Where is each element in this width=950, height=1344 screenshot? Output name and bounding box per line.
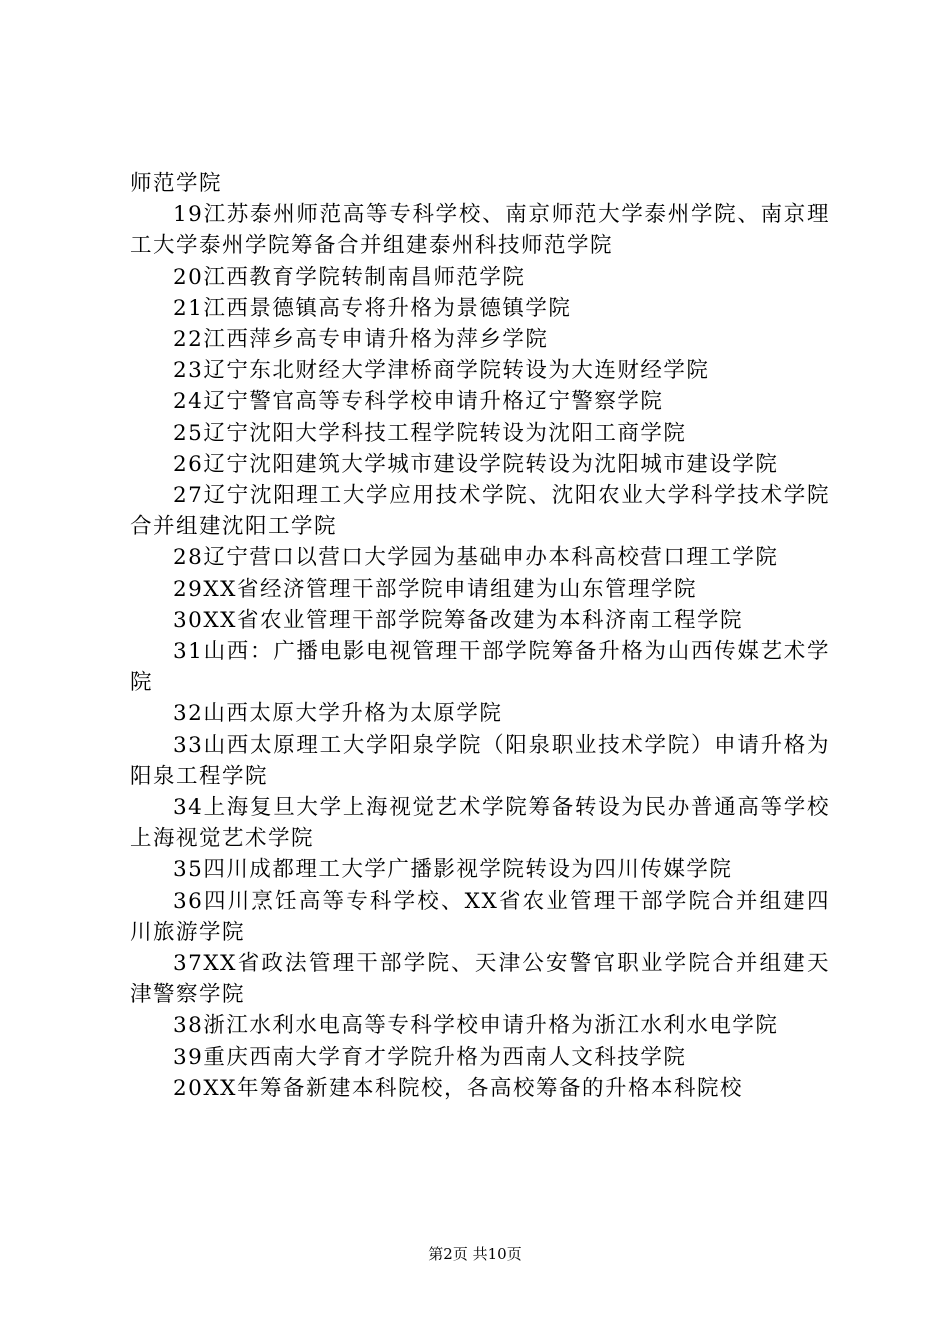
paragraph-37: 37XX省政法管理干部学院、天津公安警官职业学院合并组建天津警察学院 xyxy=(130,951,830,1008)
paragraph-32: 32山西太原大学升格为太原学院 xyxy=(173,701,503,727)
paragraph-21: 21江西景德镇高专将升格为景德镇学院 xyxy=(173,295,572,321)
paragraph-summary: 20XX年筹备新建本科院校，各高校筹备的升格本科院校 xyxy=(173,1075,743,1101)
document-body xyxy=(130,168,830,1104)
paragraph-22: 22江西萍乡高专申请升格为萍乡学院 xyxy=(173,327,549,353)
paragraph-33: 33山西太原理工大学阳泉学院（阳泉职业技术学院）申请升格为阳泉工程学院 xyxy=(130,732,830,789)
paragraph-36: 36四川烹饪高等专科学校、XX省农业管理干部学院合并组建四川旅游学院 xyxy=(130,888,830,945)
paragraph-28: 28辽宁营口以营口大学园为基础申办本科高校营口理工学院 xyxy=(173,545,779,571)
paragraph-34: 34上海复旦大学上海视觉艺术学院筹备转设为民办普通高等学校上海视觉艺术学院 xyxy=(130,795,830,852)
paragraph-35: 35四川成都理工大学广播影视学院转设为四川传媒学院 xyxy=(173,857,733,883)
paragraph-29: 29XX省经济管理干部学院申请组建为山东管理学院 xyxy=(173,576,697,602)
paragraph-25: 25辽宁沈阳大学科技工程学院转设为沈阳工商学院 xyxy=(173,420,687,446)
page-number-footer: 第2页 共10页 xyxy=(428,1245,522,1263)
paragraph-19: 19江苏泰州师范高等专科学校、南京师范大学泰州学院、南京理工大学泰州学院筹备合并组建泰州科技师范学院 xyxy=(130,202,830,259)
paragraph-23: 23辽宁东北财经大学津桥商学院转设为大连财经学院 xyxy=(173,358,710,384)
paragraph-26: 26辽宁沈阳建筑大学城市建设学院转设为沈阳城市建设学院 xyxy=(173,451,779,477)
paragraph-39: 39重庆西南大学育才学院升格为西南人文科技学院 xyxy=(173,1044,687,1070)
paragraph-24: 24辽宁警官高等专科学校申请升格辽宁警察学院 xyxy=(173,389,664,415)
paragraph-20: 20江西教育学院转制南昌师范学院 xyxy=(173,264,526,290)
paragraph-31: 31山西：广播电影电视管理干部学院筹备升格为山西传媒艺术学院 xyxy=(130,639,830,696)
paragraph-30: 30XX省农业管理干部学院筹备改建为本科济南工程学院 xyxy=(173,607,743,633)
paragraph-38: 38浙江水利水电高等专科学校申请升格为浙江水利水电学院 xyxy=(173,1013,779,1039)
paragraph-0: 师范学院 xyxy=(130,171,223,196)
paragraph-27: 27辽宁沈阳理工大学应用技术学院、沈阳农业大学科学技术学院合并组建沈阳工学院 xyxy=(130,483,830,540)
